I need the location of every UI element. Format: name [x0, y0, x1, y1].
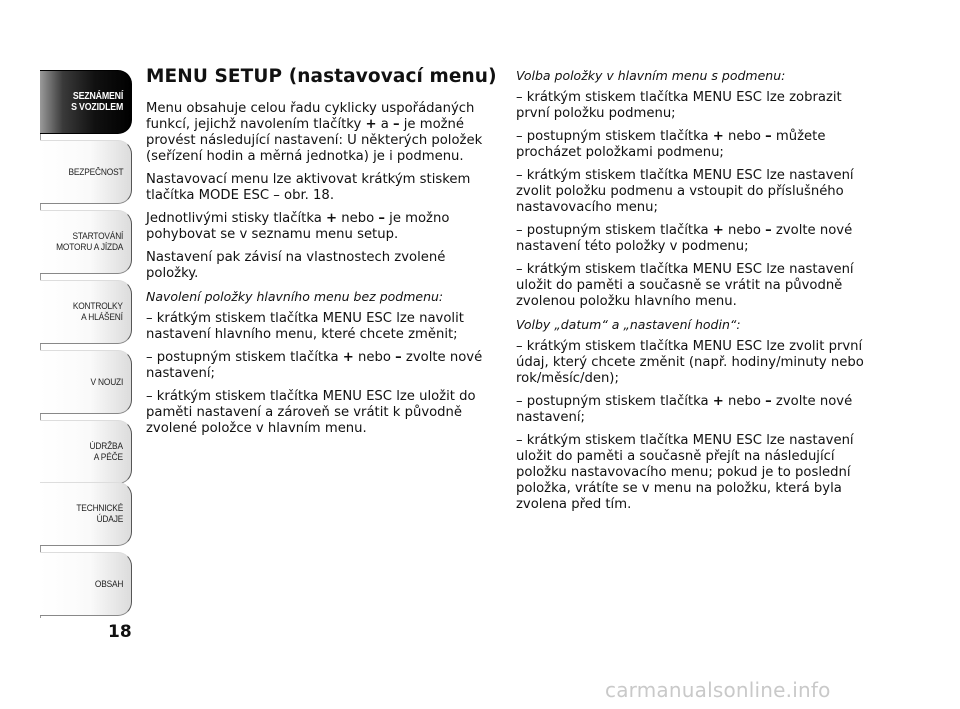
tab-label: ÚDRŽBA A PÉČE [89, 441, 123, 463]
plus-symbol: + [712, 129, 724, 144]
watermark: carmanualsonline.info [605, 678, 831, 702]
subheading-with-submenu: Volba položky v hlavním menu s podmenu: [516, 68, 786, 83]
subheading-date-clock: Volby „datum“ a „nastavení hodin“: [516, 317, 741, 332]
minus-symbol: – [395, 350, 402, 365]
settings-paragraph: Nastavení pak závisí na vlastnostech zvolené položky. [146, 250, 446, 281]
plus-symbol: + [712, 223, 724, 238]
step-paragraph: – postupným stiskem tlačítka + nebo – zvolte nové nastavení této položky v podmenu; [516, 223, 853, 254]
navigation-paragraph: Jednotlivými stisky tlačítka + nebo – je možno pohybovat se v seznamu menu setup. [146, 211, 450, 242]
intro-paragraph: Menu obsahuje celou řadu cyklicky uspořádaných funkcí, jejichž navolením tlačítky + a – je možné provést následující nastavení: U některých položek (seřízení hodin a měrná jednotka) je i podmenu. [146, 101, 483, 164]
minus-symbol: – [392, 117, 400, 132]
tab-label: TECHNICKÉ ÚDAJE [76, 503, 123, 525]
left-column [146, 66, 498, 444]
section-title: MENU SETUP (nastavovací menu) [146, 66, 497, 87]
step-paragraph: – krátkým stiskem tlačítka MENU ESC lze nastavení uložit do paměti a současně se vrátit na původně zvolenou položku hlavního menu. [516, 262, 854, 309]
tab-bezpecnost[interactable] [40, 140, 132, 204]
step-paragraph: – krátkým stiskem tlačítka MENU ESC lze zvolit první údaj, který chcete změnit (např. hodiny/minuty nebo rok/měsíc/den); [516, 339, 864, 386]
step-paragraph: – krátkým stiskem tlačítka MENU ESC lze uložit do paměti nastavení a zároveň se vrátit k původně zvolené položce v hlavním menu. [146, 389, 476, 436]
tab-seznameni-s-vozidlem[interactable] [40, 70, 132, 134]
tab-label: SEZNÁMENÍ S VOZIDLEM [70, 91, 123, 113]
tab-technicke-udaje[interactable] [40, 482, 132, 546]
plus-symbol: + [712, 394, 724, 409]
tab-label: V NOUZI [90, 376, 123, 388]
plus-symbol: + [326, 211, 338, 226]
minus-symbol: – [765, 394, 772, 409]
minus-symbol: – [378, 211, 385, 226]
tab-startovani-motoru[interactable] [40, 210, 132, 274]
page-number: 18 [108, 622, 132, 642]
step-paragraph: – krátkým stiskem tlačítka MENU ESC lze nastavení zvolit položku podmenu a vstoupit do příslušného nastavovacího menu; [516, 168, 854, 215]
step-paragraph: – postupným stiskem tlačítka + nebo – můžete procházet položkami podmenu; [516, 129, 826, 160]
step-paragraph: – krátkým stiskem tlačítka MENU ESC lze nastavení uložit do paměti a současně přejít na následující položku nastavovacího menu; pokud je to poslední položka, vrátíte se v menu na položku, která byla zvolena před tím. [516, 433, 854, 512]
tab-kontrolky-a-hlaseni[interactable] [40, 280, 132, 344]
tab-label: KONTROLKY A HLÁŠENÍ [73, 301, 123, 323]
step-paragraph: – postupným stiskem tlačítka + nebo – zvolte nové nastavení; [516, 394, 853, 425]
tab-v-nouzi[interactable] [40, 350, 132, 414]
activation-paragraph: Nastavovací menu lze aktivovat krátkým stiskem tlačítka MODE ESC – obr. 18. [146, 172, 471, 203]
right-column [516, 68, 878, 520]
plus-symbol: + [365, 117, 377, 132]
plus-symbol: + [342, 350, 354, 365]
tab-label: OBSAH [94, 578, 123, 590]
step-paragraph: – postupným stiskem tlačítka + nebo – zvolte nové nastavení; [146, 350, 483, 381]
step-paragraph: – krátkým stiskem tlačítka MENU ESC lze zobrazit první položku podmenu; [516, 90, 842, 121]
tab-obsah[interactable] [40, 552, 132, 616]
tab-label: BEZPEČNOST [68, 166, 123, 178]
step-paragraph: – krátkým stiskem tlačítka MENU ESC lze navolit nastavení hlavního menu, které chcete změnit; [146, 311, 464, 342]
tab-label: STARTOVÁNÍ MOTORU A JÍZDA [55, 231, 123, 253]
subheading-no-submenu: Navolení položky hlavního menu bez podmenu: [146, 289, 444, 304]
tab-udrzba-a-pece[interactable] [40, 420, 132, 484]
minus-symbol: – [765, 223, 772, 238]
minus-symbol: – [765, 129, 772, 144]
